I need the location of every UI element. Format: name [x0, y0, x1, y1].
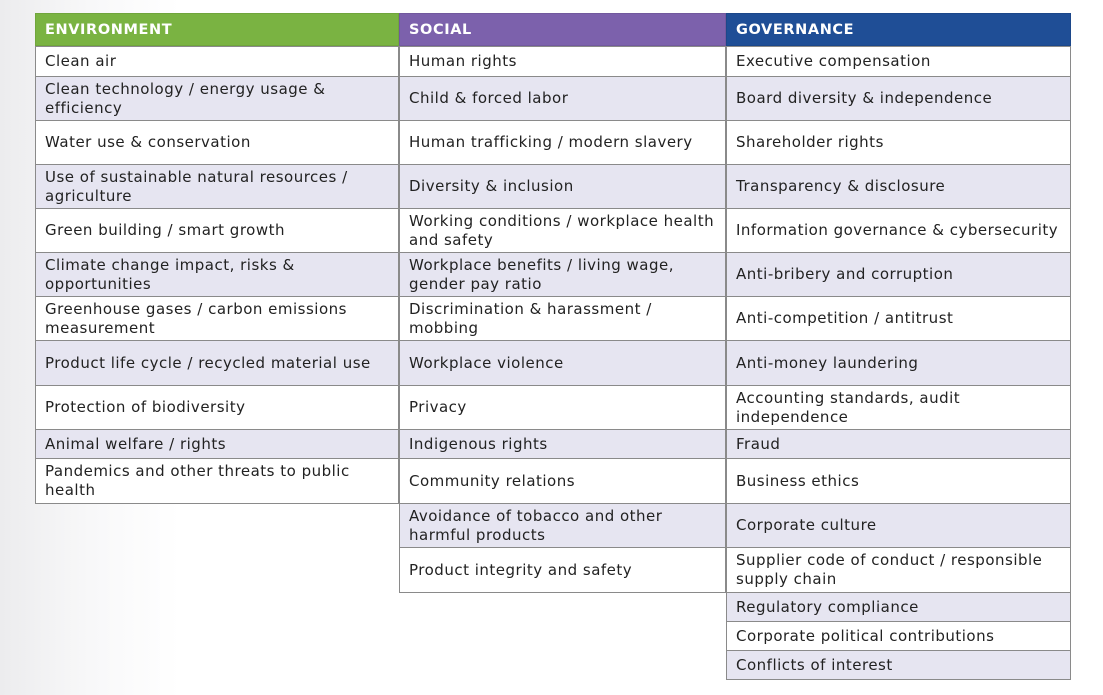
table-cell: [35, 297, 399, 341]
cell-text: Anti-competition / antitrust: [736, 309, 954, 327]
table-cell: [726, 121, 1071, 165]
table-cell: [726, 548, 1071, 593]
table-cell: [399, 504, 726, 548]
social-header: SOCIAL: [399, 13, 726, 46]
table-cell: [726, 297, 1071, 341]
cell-text: Working conditions / workplace health and safety: [409, 211, 715, 249]
environment-rows: [35, 46, 399, 504]
table-cell: [726, 622, 1071, 651]
cell-text: Corporate political contributions: [736, 626, 995, 645]
environment-column: [35, 13, 399, 504]
table-cell: [399, 459, 726, 504]
table-cell: [399, 297, 726, 341]
table-cell: [35, 165, 399, 209]
cell-text: Climate change impact, risks & opportunities: [45, 255, 295, 293]
table-cell: [726, 386, 1071, 430]
cell-text: Anti-bribery and corruption: [736, 265, 954, 283]
social-rows: [399, 46, 726, 593]
table-cell: [726, 430, 1071, 459]
cell-text: Business ethics: [736, 471, 860, 490]
table-cell: [35, 386, 399, 430]
environment-header: ENVIRONMENT: [35, 13, 399, 46]
cell-text: Clean technology / energy usage & efficiency: [45, 79, 326, 117]
cell-text: Pandemics and other threats to public health: [45, 462, 350, 499]
cell-text: Information governance & cybersecurity: [736, 221, 1059, 239]
cell-text: Water use & conservation: [45, 133, 251, 151]
table-cell: [35, 253, 399, 297]
cell-text: Anti-money laundering: [736, 353, 919, 372]
table-cell: [726, 209, 1071, 253]
cell-text: Workplace violence: [409, 353, 564, 372]
table-cell: [726, 165, 1071, 209]
table-cell: [399, 341, 726, 386]
cell-text: Workplace benefits / living wage, gender pay ratio: [409, 255, 674, 293]
table-cell: [726, 341, 1071, 386]
table-cell: [35, 459, 399, 504]
table-cell: [35, 430, 399, 459]
governance-column: [726, 13, 1071, 680]
cell-text: Product life cycle / recycled material use: [45, 353, 371, 372]
cell-text: Animal welfare / rights: [45, 434, 227, 453]
cell-text: Conflicts of interest: [736, 655, 893, 674]
table-cell: [35, 341, 399, 386]
table-cell: [399, 430, 726, 459]
cell-text: Protection of biodiversity: [45, 398, 246, 416]
cell-text: Regulatory compliance: [736, 597, 919, 616]
table-cell: [35, 121, 399, 165]
cell-text: Board diversity & independence: [736, 89, 993, 107]
cell-text: Use of sustainable natural resources / agriculture: [45, 167, 348, 205]
table-cell: [726, 459, 1071, 504]
table-cell: [35, 209, 399, 253]
table-cell: [399, 165, 726, 209]
cell-text: Fraud: [736, 434, 781, 453]
cell-text: Discrimination & harassment / mobbing: [409, 299, 652, 337]
cell-text: Corporate culture: [736, 516, 877, 534]
cell-text: Child & forced labor: [409, 89, 569, 107]
table-cell: [399, 209, 726, 253]
cell-text: Executive compensation: [736, 52, 931, 70]
table-cell: [399, 253, 726, 297]
cell-text: Privacy: [409, 398, 467, 416]
governance-header: GOVERNANCE: [726, 13, 1071, 46]
cell-text: Clean air: [45, 52, 117, 70]
table-cell: [399, 77, 726, 121]
cell-text: Avoidance of tobacco and other harmful products: [409, 506, 663, 544]
governance-rows: [726, 46, 1071, 680]
cell-text: Transparency & disclosure: [736, 177, 946, 195]
table-cell: [726, 593, 1071, 622]
table-cell: [726, 77, 1071, 121]
table-cell: [35, 46, 399, 77]
cell-text: Supplier code of conduct / responsible supply chain: [736, 551, 1043, 588]
table-cell: [399, 121, 726, 165]
cell-text: Green building / smart growth: [45, 221, 285, 239]
cell-text: Diversity & inclusion: [409, 177, 574, 195]
cell-text: Greenhouse gases / carbon emissions measurement: [45, 299, 347, 337]
cell-text: Accounting standards, audit independence: [736, 388, 961, 426]
table-cell: [726, 504, 1071, 548]
cell-text: Shareholder rights: [736, 133, 884, 151]
cell-text: Community relations: [409, 471, 576, 490]
social-column: [399, 13, 726, 593]
table-cell: [35, 77, 399, 121]
table-cell: [399, 386, 726, 430]
table-cell: [399, 548, 726, 593]
cell-text: Human rights: [409, 52, 517, 70]
cell-text: Human trafficking / modern slavery: [409, 133, 693, 151]
table-cell: [726, 651, 1071, 680]
table-cell: [726, 46, 1071, 77]
table-cell: [399, 46, 726, 77]
cell-text: Product integrity and safety: [409, 560, 633, 579]
cell-text: Indigenous rights: [409, 434, 548, 453]
table-cell: [726, 253, 1071, 297]
